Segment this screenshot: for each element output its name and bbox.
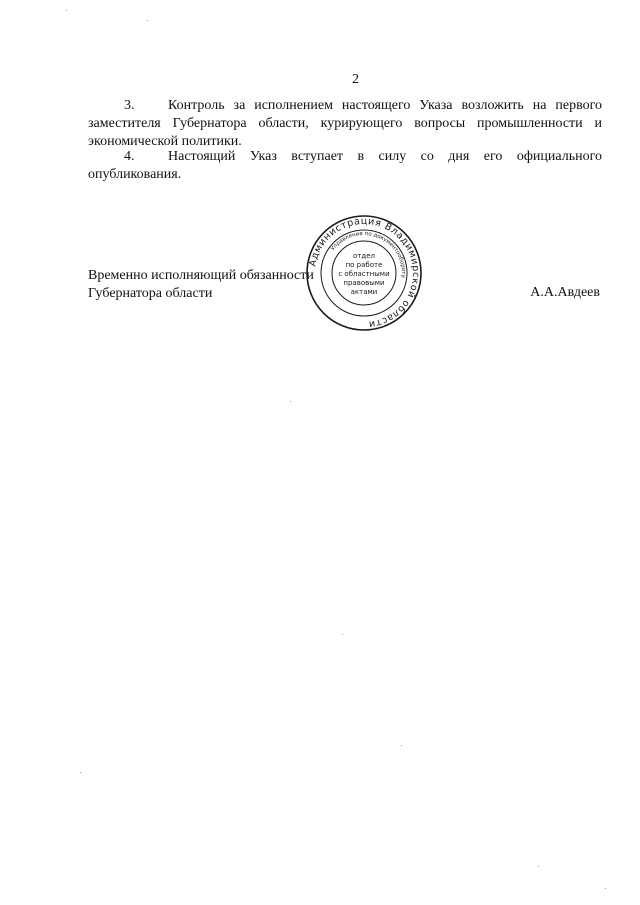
scan-speck [538,866,539,867]
official-seal-stamp [304,212,424,334]
seal-center-line-1: отдел [353,252,375,260]
seal-center-line-5: актами [350,288,378,296]
seal-center-line-4: правовыми [343,279,385,287]
scan-speck [66,10,67,11]
paragraph-3-text: Контроль за исполнением настоящего Указа возложить на первого заместителя Губернатора области, курирующего вопросы промышленности и экономической политики. [88,98,602,149]
scan-speck [342,634,343,635]
seal-center-line-2: по работе [345,261,383,269]
scan-speck [290,401,291,402]
scan-speck [147,20,148,21]
paragraph-3-number: 3. [124,98,135,113]
page-number: 2 [352,72,359,87]
scan-speck [605,888,606,889]
scan-speck [401,745,402,746]
signatory-position-line-2: Губернатора области [88,286,213,301]
seal-inner-text: Управление по документообороту [330,230,407,279]
paragraph-4-text: Настоящий Указ вступает в силу со дня его официального опубликования. [88,149,602,182]
signatory-position-line-1: Временно исполняющий обязанности [88,268,314,283]
signatory-name: А.А.Авдеев [530,285,600,300]
paragraph-3 [88,97,602,151]
seal-icon [304,212,424,334]
scan-speck [80,772,81,773]
seal-center-line-3: с областными [338,270,390,278]
seal-outer-text: Администрация Владимирской области [307,215,422,330]
signatory-position [88,267,314,303]
paragraph-4-number: 4. [124,149,135,164]
paragraph-4 [88,148,602,184]
